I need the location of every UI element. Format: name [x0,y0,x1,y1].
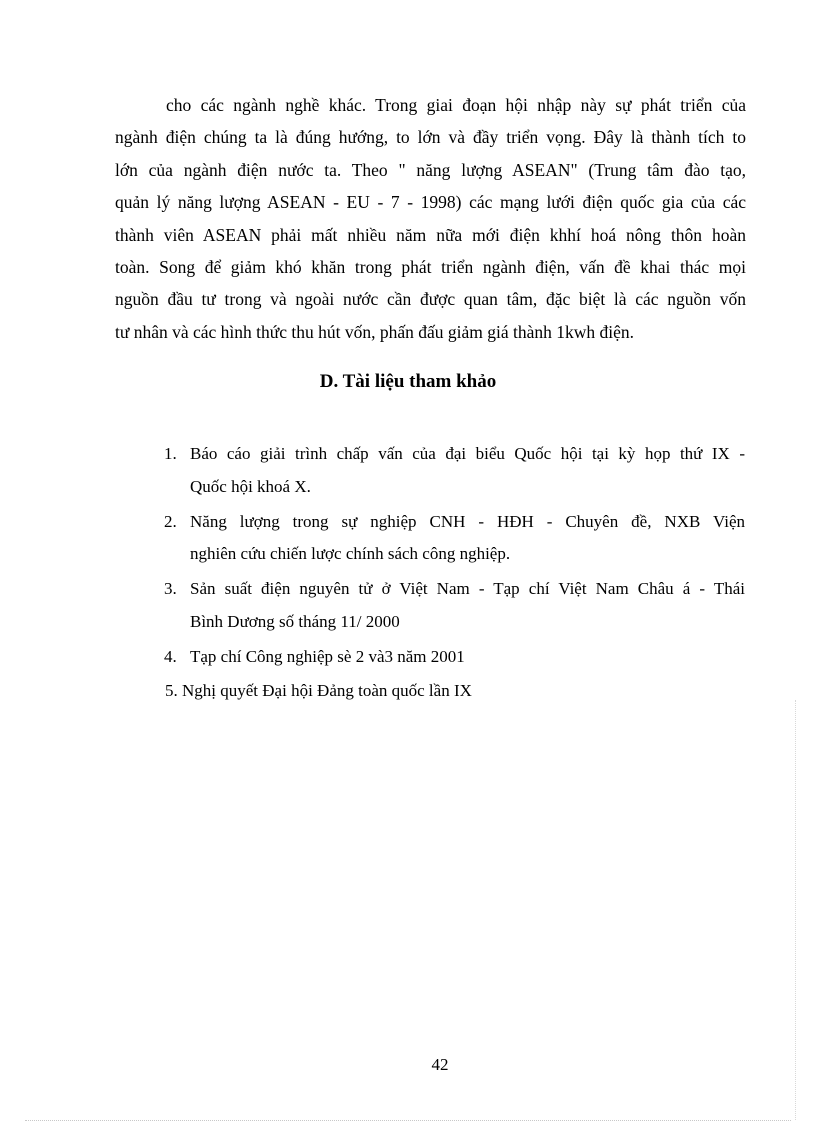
reference-number: 1. [164,444,177,463]
reference-number: 2. [164,512,177,531]
reference-item: 5. Nghị quyết Đại hội Đảng toàn quốc lần IX [165,681,472,700]
reference-text-line: nghiên cứu chiến lược chính sách công nghiệp. [190,544,511,563]
paragraph-line: ngành điện chúng ta là đúng hướng, to lớn và đầy triển vọng. Đây là thành tích to [115,127,746,147]
page-border-bottom [25,1120,791,1121]
reference-number: 4. [164,647,177,666]
page-border-right [795,700,796,1120]
reference-number: 3. [164,579,177,598]
paragraph-line: tư nhân và các hình thức thu hút vốn, phấn đấu giảm giá thành 1kwh điện. [115,322,635,342]
paragraph-line: cho các ngành nghề khác. Trong giai đoạn hội nhập này sự phát triển của [166,95,746,115]
reference-text-line: Quốc hội khoá X. [190,477,311,496]
reference-text-line: Năng lượng trong sự nghiệp CNH - HĐH - Chuyên đề, NXB Viện [190,512,745,531]
reference-text-line: Sản suất điện nguyên tử ở Việt Nam - Tạp chí Việt Nam Châu á - Thái [190,579,745,598]
paragraph-line: nguồn đầu tư trong và ngoài nước cần được quan tâm, đặc biệt là các nguồn vốn [115,289,746,309]
reference-text-line: Tạp chí Công nghiệp sè 2 và3 năm 2001 [190,647,465,666]
paragraph-line: thành viên ASEAN phải mất nhiều năm nữa mới điện khhí hoá nông thôn hoàn [115,225,746,245]
reference-text-line: Bình Dương số tháng 11/ 2000 [190,612,400,631]
page-number: 42 [431,1055,449,1074]
section-heading: D. Tài liệu tham khảo [319,371,497,392]
paragraph-line: quản lý năng lượng ASEAN - EU - 7 - 1998) các mạng lưới điện quốc gia của các [115,192,746,212]
reference-text-line: Báo cáo giải trình chấp vấn của đại biểu Quốc hội tại kỳ họp thứ IX - [190,444,745,463]
paragraph-line: toàn. Song để giảm khó khăn trong phát triển ngành điện, vấn đề khai thác mọi [115,257,746,277]
paragraph-line: lớn của ngành điện nước ta. Theo " năng lượng ASEAN" (Trung tâm đào tạo, [115,160,746,180]
